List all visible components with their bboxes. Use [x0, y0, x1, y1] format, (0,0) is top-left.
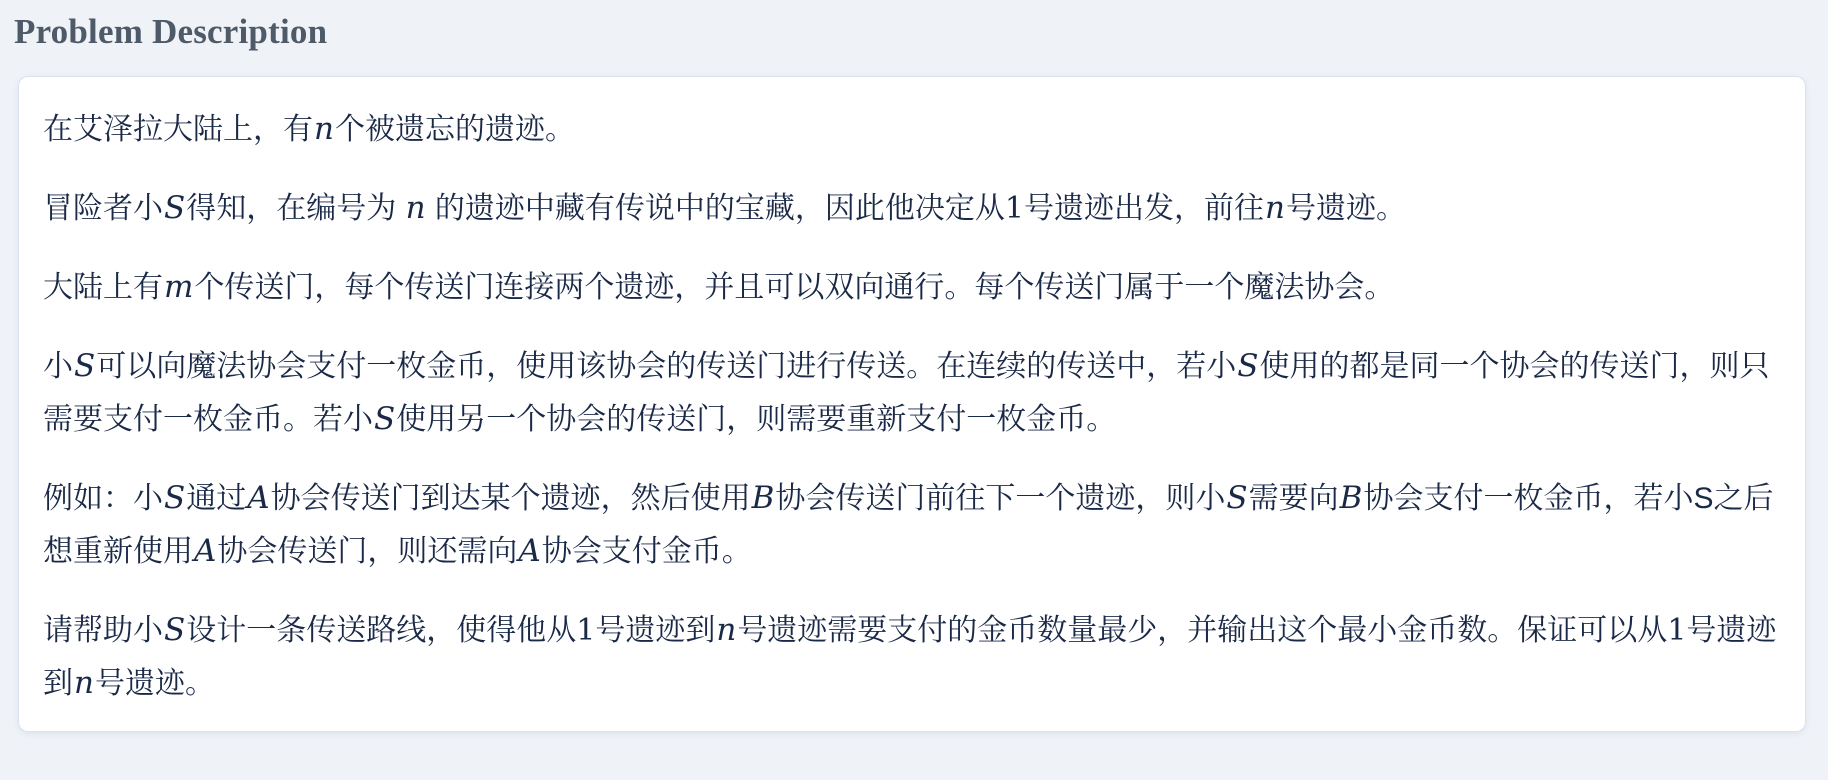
page-title: Problem Description	[14, 12, 328, 51]
problem-description-card	[18, 76, 1806, 732]
text-run: 协会传送门前往下一个遗迹，则小	[775, 482, 1226, 515]
math-variable: S	[1237, 348, 1259, 384]
text-run: 号遗迹。	[94, 667, 215, 700]
text-run: 协会支付一枚金币，若小S之后想重新使用	[43, 482, 1774, 568]
text-run: 大陆上有	[43, 271, 163, 304]
text-run: 号遗迹到	[595, 614, 716, 647]
math-variable: A	[518, 533, 541, 569]
text-run: 号遗迹需要支付的金币数量最少，并输出这个最小金币数。保证可以从	[737, 614, 1668, 647]
math-variable: S	[164, 480, 186, 516]
math-variable: S	[164, 190, 186, 226]
problem-paragraph	[43, 472, 1781, 578]
math-variable: B	[751, 480, 775, 516]
math-variable: S	[374, 401, 396, 437]
math-variable: 1	[1004, 191, 1024, 226]
math-variable: 1	[1667, 613, 1687, 648]
text-run: 使用的都是同一个协会的传送门，则只需要支付一枚金币。若小	[43, 350, 1770, 436]
problem-paragraph	[43, 604, 1781, 710]
math-variable: S	[1226, 480, 1248, 516]
text-run: 请帮助小	[43, 614, 163, 647]
text-run: 在艾泽拉大陆上，有	[43, 113, 313, 146]
text-run: 协会支付金币。	[541, 535, 752, 568]
text-run: 小	[43, 350, 73, 383]
text-run: 可以向魔法协会支付一枚金币，使用该协会的传送门进行传送。在连续的传送中，若小	[96, 350, 1237, 383]
text-run: 号遗迹。	[1285, 192, 1406, 225]
problem-paragraph	[43, 182, 1781, 235]
text-run: 得知，在编号为	[186, 192, 405, 225]
text-run: 例如：小	[43, 482, 163, 515]
math-variable: B	[1339, 480, 1363, 516]
math-variable: S	[74, 348, 96, 384]
math-variable: n	[1265, 190, 1285, 226]
math-variable: n	[74, 665, 94, 701]
text-run: 号遗迹出发，前往	[1024, 192, 1264, 225]
text-run: 协会传送门到达某个遗迹，然后使用	[270, 482, 751, 515]
text-run: 的遗迹中藏有传说中的宝藏，因此他决定从	[426, 192, 1005, 225]
text-run: 通过	[186, 482, 247, 515]
text-run: 需要向	[1248, 482, 1339, 515]
problem-paragraph	[43, 340, 1781, 446]
text-run: 号遗迹到	[43, 614, 1777, 700]
text-run: 设计一条传送路线，使得他从	[186, 614, 577, 647]
text-run: 协会传送门，则还需向	[217, 535, 518, 568]
math-variable: n	[716, 612, 737, 648]
text-run: 个被遗忘的遗迹。	[334, 113, 575, 146]
math-variable: S	[164, 612, 186, 648]
math-variable: 1	[576, 613, 596, 648]
math-variable: n	[405, 190, 426, 226]
math-variable: n	[314, 111, 334, 147]
problem-paragraph	[43, 261, 1781, 314]
problem-paragraph	[43, 103, 1781, 156]
text-run: 使用另一个协会的传送门，则需要重新支付一枚金币。	[396, 403, 1117, 436]
math-variable: A	[194, 533, 217, 569]
math-variable: A	[247, 480, 270, 516]
text-run: 冒险者小	[43, 192, 163, 225]
problem-paragraphs	[43, 103, 1781, 710]
text-run: 个传送门，每个传送门连接两个遗迹，并且可以双向通行。每个传送门属于一个魔法协会。	[194, 271, 1395, 304]
math-variable: m	[164, 269, 194, 305]
